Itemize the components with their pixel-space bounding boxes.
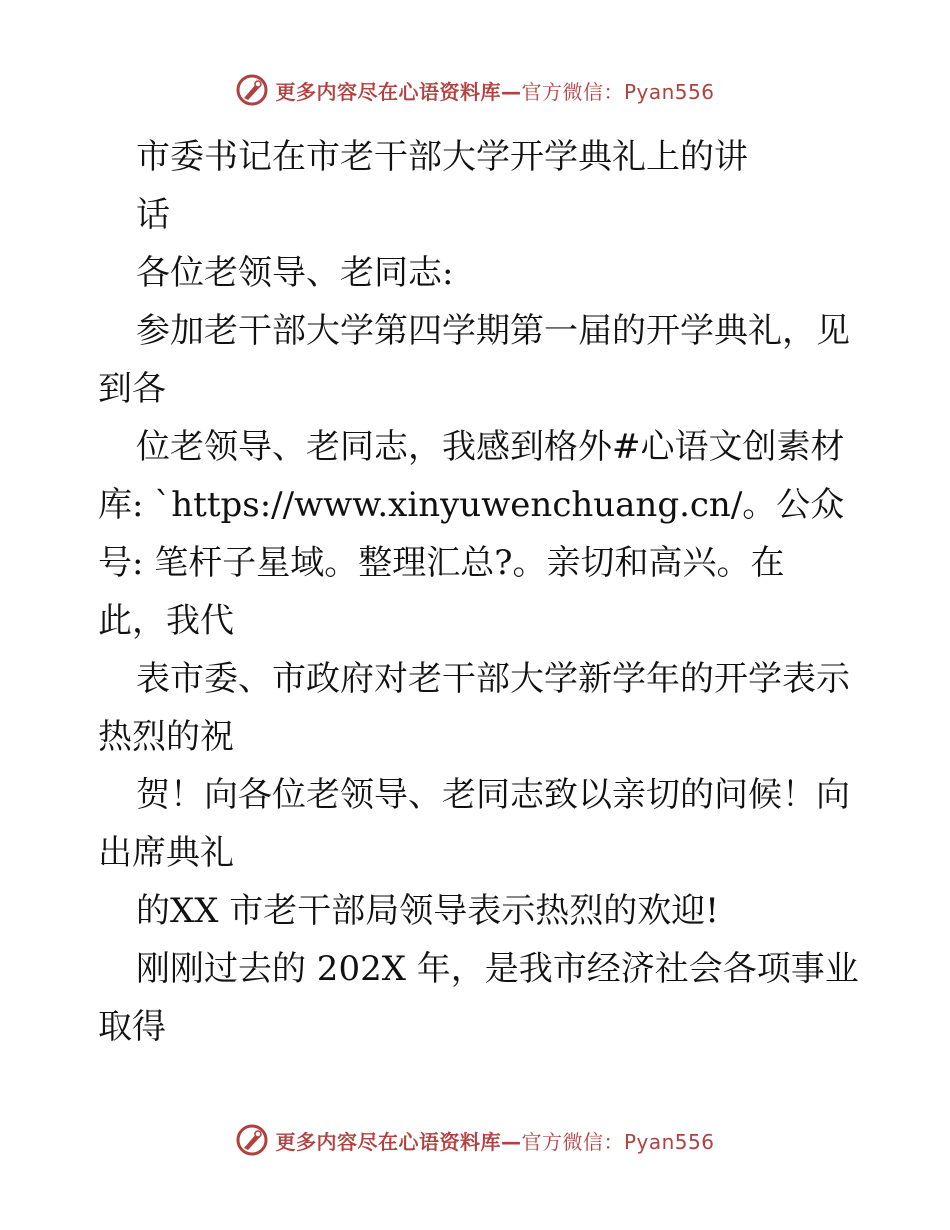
header-banner xyxy=(0,70,950,110)
pen-logo-icon xyxy=(235,73,269,107)
body-line: 库: `https://www.xinyuwenchuang.cn/。公众 xyxy=(98,485,845,525)
body-line: 的XX 市老干部局领导表示热烈的欢迎! xyxy=(136,891,719,931)
footer-banner-text: 更多内容尽在心语资料库—官方微信：Pyan556 xyxy=(275,1129,715,1154)
document-title-line-1: 市委书记在市老干部大学开学典礼上的讲 xyxy=(136,137,748,177)
document-body xyxy=(98,128,858,1056)
body-line: 此，我代 xyxy=(98,601,234,641)
body-line: 参加老干部大学第四学期第一届的开学典礼，见 xyxy=(136,311,850,351)
body-line: 贺！向各位老领导、老同志致以亲切的问候！向 xyxy=(136,775,850,815)
body-line: 表市委、市政府对老干部大学新学年的开学表示 xyxy=(136,659,850,699)
pen-logo-icon xyxy=(235,1123,269,1157)
footer-banner xyxy=(0,1120,950,1160)
body-line: 到各 xyxy=(98,369,166,409)
header-banner-text: 更多内容尽在心语资料库—官方微信：Pyan556 xyxy=(275,79,715,104)
document-title-line-2: 话 xyxy=(136,195,170,235)
body-line: 号: 笔杆子星域。整理汇总?。亲切和高兴。在 xyxy=(98,543,785,583)
salutation: 各位老领导、老同志: xyxy=(136,253,454,293)
body-line: 出席典礼 xyxy=(98,833,234,873)
body-line: 热烈的祝 xyxy=(98,717,234,757)
body-line: 刚刚过去的 202X 年，是我市经济社会各项事业 xyxy=(136,949,859,989)
body-line: 取得 xyxy=(98,1007,166,1047)
body-line: 位老领导、老同志，我感到格外#心语文创素材 xyxy=(136,427,845,467)
